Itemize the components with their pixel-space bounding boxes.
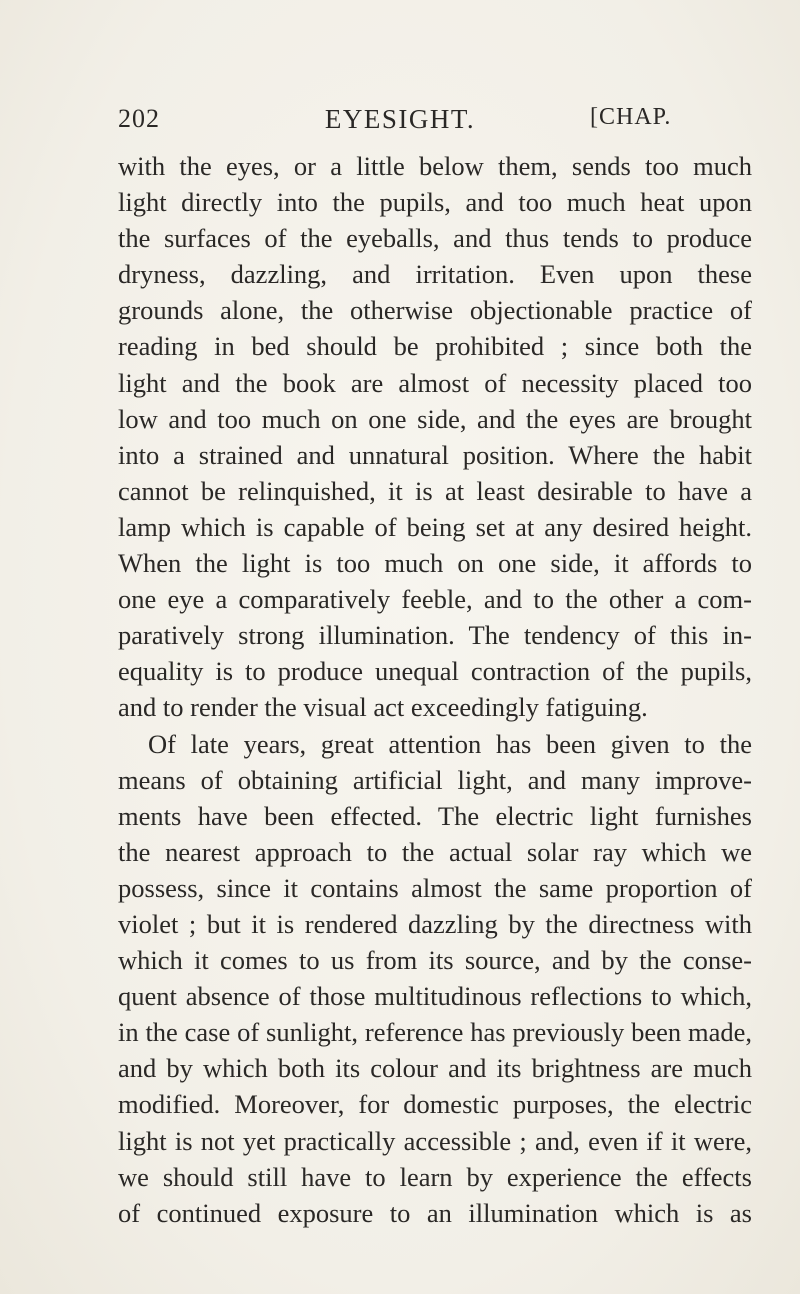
text-line: into a strained and unnatural position. Where the habit	[118, 439, 752, 470]
text-line: quent absence of those multitudinous reflections to which,	[118, 981, 752, 1012]
text-line: light directly into the pupils, and too much heat upon	[118, 187, 752, 218]
text-line: means of obtaining artificial light, and many improve-	[118, 764, 752, 795]
text-line: light is not yet practically accessible ; and, even if it were,	[118, 1125, 752, 1156]
text-line: the nearest approach to the actual solar ray which we	[118, 836, 752, 867]
text-line: possess, since it contains almost the same proportion of	[118, 872, 752, 903]
text-line: modified. Moreover, for domestic purposes, the electric	[118, 1089, 752, 1120]
text-line: the surfaces of the eyeballs, and thus tends to produce	[118, 223, 752, 254]
text-line: and to render the visual act exceedingly fatiguing.	[118, 692, 648, 723]
running-head	[0, 104, 800, 140]
text-line: When the light is too much on one side, it affords to	[118, 548, 752, 579]
text-line: in the case of sunlight, reference has previously been made,	[118, 1017, 752, 1048]
text-line: reading in bed should be prohibited ; since both the	[118, 331, 752, 362]
text-line: we should still have to learn by experience the effects	[118, 1161, 752, 1192]
page-number: 202	[118, 104, 160, 133]
text-line: violet ; but it is rendered dazzling by the directness with	[118, 908, 752, 939]
text-line: grounds alone, the otherwise objectionable practice of	[118, 295, 752, 326]
text-line: lamp which is capable of being set at any desired height.	[118, 511, 752, 542]
chapter-label: [CHAP.	[590, 104, 672, 130]
text-line: of continued exposure to an illumination which is as	[118, 1197, 752, 1228]
text-line: ments have been effected. The electric light furnishes	[118, 800, 752, 831]
text-line: one eye a comparatively feeble, and to the other a com-	[118, 584, 752, 615]
text-line: with the eyes, or a little below them, sends too much	[118, 151, 752, 181]
text-line: Of late years, great attention has been given to the	[148, 728, 752, 759]
body-text	[118, 148, 752, 1231]
text-line: cannot be relinquished, it is at least desirable to have a	[118, 475, 752, 506]
text-line: and by which both its colour and its brightness are much	[118, 1053, 752, 1084]
text-line: paratively strong illumination. The tendency of this in-	[118, 620, 752, 651]
text-line: equality is to produce unequal contraction of the pupils,	[118, 656, 752, 687]
text-line: dryness, dazzling, and irritation. Even upon these	[118, 259, 752, 290]
text-line: light and the book are almost of necessity placed too	[118, 367, 752, 398]
running-title: EYESIGHT.	[324, 104, 476, 134]
text-line: low and too much on one side, and the eyes are brought	[118, 403, 752, 434]
text-line: which it comes to us from its source, and by the conse-	[118, 945, 752, 976]
